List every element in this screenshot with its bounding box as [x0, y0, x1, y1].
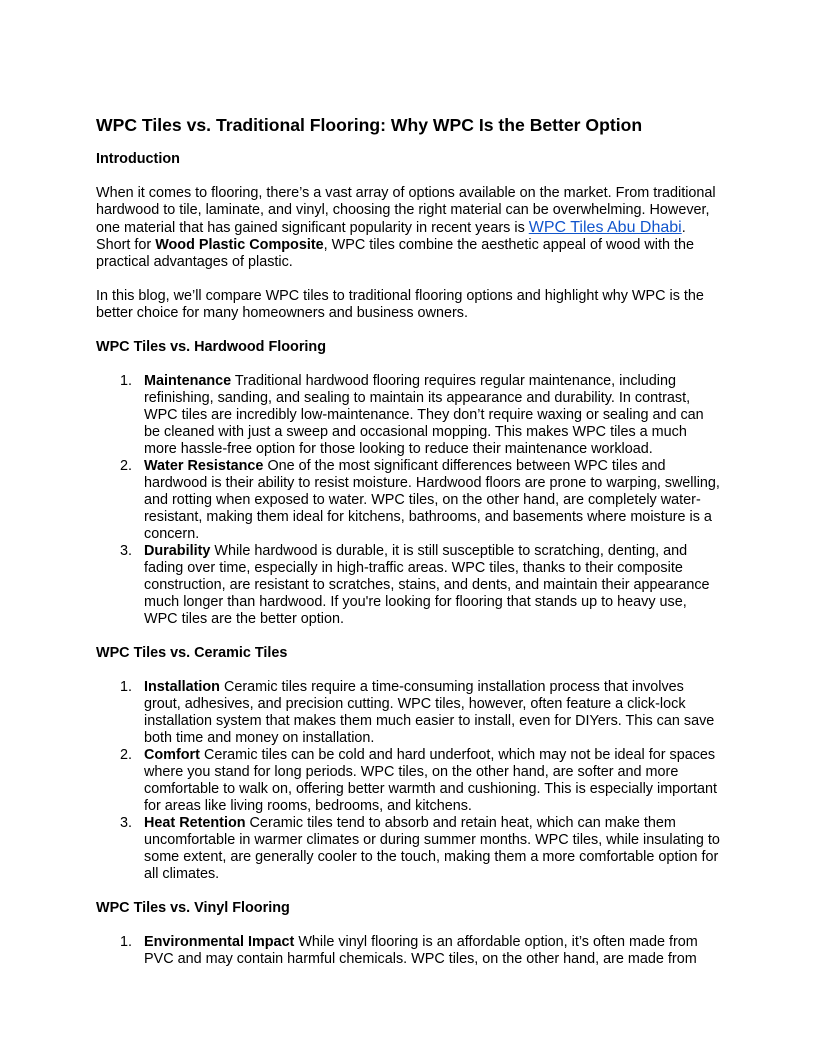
list-number: 1.	[120, 679, 133, 695]
list-number: 2.	[120, 458, 133, 474]
intro-paragraph-2: In this blog, we’ll compare WPC tiles to traditional flooring options and highlight why WPC is the better choice for many homeowners and business owners.	[96, 288, 704, 321]
list-item-text: Ceramic tiles require a time-consuming installation process that involves grout, adhesives, and precision cutting. WPC tiles, however, often feature a click-lock installation system that makes them much easier to install, even for DIYers. This can save both time and money on installation.	[144, 679, 715, 746]
vinyl-list	[96, 934, 720, 968]
list-item-title: Water Resistance	[144, 458, 264, 474]
list-item-title: Comfort	[144, 747, 200, 763]
hardwood-list	[96, 373, 720, 628]
list-item	[96, 747, 720, 815]
section-heading-ceramic: WPC Tiles vs. Ceramic Tiles	[96, 645, 288, 661]
document-title: WPC Tiles vs. Traditional Flooring: Why WPC Is the Better Option	[96, 115, 643, 135]
list-item	[96, 373, 720, 458]
list-number: 3.	[120, 543, 133, 559]
list-number: 1.	[120, 373, 133, 389]
list-item-text: Ceramic tiles tend to absorb and retain heat, which can make them uncomfortable in warmer climates or during summer months. WPC tiles, while insulating to some extent, are generally cooler to the touch, making them a more comfortable option for all climates.	[144, 815, 720, 882]
section-heading-hardwood: WPC Tiles vs. Hardwood Flooring	[96, 339, 327, 355]
list-item-title: Environmental Impact	[144, 934, 295, 950]
wpc-tiles-abu-dhabi-link[interactable]: WPC Tiles Abu Dhabi	[528, 219, 682, 236]
list-number: 1.	[120, 934, 133, 950]
list-item	[96, 543, 720, 628]
intro-text-end: , WPC tiles combine the aesthetic appeal of wood with the practical advantages of plastic.	[96, 237, 694, 270]
intro-paragraph	[96, 185, 720, 271]
list-item-text: One of the most significant differences between WPC tiles and hardwood is their ability to resist moisture. Hardwood floors are prone to warping, swelling, and rotting when exposed to water. WPC tiles, on the other hand, are completely water-resistant, making them ideal for kitchens, bathrooms, and basements where moisture is a concern.	[144, 458, 720, 542]
list-item-title: Installation	[144, 679, 220, 695]
list-item-text: While hardwood is durable, it is still susceptible to scratching, denting, and fading over time, especially in high-traffic areas. WPC tiles, thanks to their composite construction, are resistant to scratches, stains, and dents, and maintain their appearance much longer than hardwood. If you're looking for flooring that stands up to heavy use, WPC tiles are the better option.	[144, 543, 710, 627]
list-number: 3.	[120, 815, 133, 831]
list-item	[96, 679, 720, 747]
list-item-title: Heat Retention	[144, 815, 246, 831]
intro-bold-term: Wood Plastic Composite	[155, 237, 324, 253]
intro-text-start: When it comes to flooring, there’s a vast array of options available on the market. From traditional hardwood to tile, laminate, and vinyl, choosing the right material can be overwhelming. However, one material that has gained significant popularity in recent years is	[96, 185, 716, 236]
list-number: 2.	[120, 747, 133, 763]
ceramic-list	[96, 679, 720, 883]
intro-text-mid: . Short for	[96, 220, 686, 253]
list-item-text: Ceramic tiles can be cold and hard underfoot, which may not be ideal for spaces where you stand for long periods. WPC tiles, on the other hand, are softer and more comfortable to walk on, offering better warmth and cushioning. This is especially important for areas like living rooms, bedrooms, and kitchens.	[144, 747, 717, 814]
list-item-title: Durability	[144, 543, 211, 559]
intro-heading: Introduction	[96, 151, 180, 167]
list-item-text: While vinyl flooring is an affordable option, it’s often made from PVC and may contain harmful chemicals. WPC tiles, on the other hand, are made from	[144, 934, 698, 967]
list-item	[96, 934, 720, 968]
list-item-text: Traditional hardwood flooring requires regular maintenance, including refinishing, sanding, and sealing to maintain its appearance and durability. In contrast, WPC tiles are incredibly low-maintenance. They don’t require waxing or sealing and can be cleaned with just a sweep and occasional mopping. This makes WPC tiles a much more hassle-free option for those looking to reduce their maintenance workload.	[144, 373, 704, 457]
list-item	[96, 815, 720, 883]
list-item	[96, 458, 720, 543]
document-page	[96, 113, 720, 968]
section-heading-vinyl: WPC Tiles vs. Vinyl Flooring	[96, 900, 290, 916]
list-item-title: Maintenance	[144, 373, 232, 389]
